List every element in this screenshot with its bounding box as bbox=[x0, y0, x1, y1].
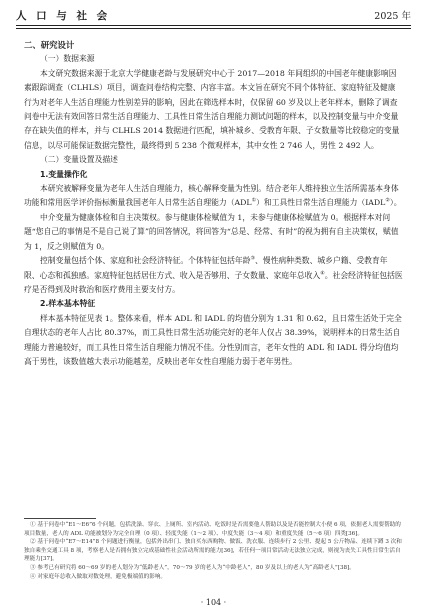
footnote-3: ③ 参考已有研究将 60～69 岁的老人划分为“低龄老人”，70～79 岁的老人为“中龄老人”，80 岁及以上的老人为“高龄老人”[38]。 bbox=[30, 564, 355, 571]
footnotes bbox=[24, 521, 403, 581]
paragraph-dependent-variable: 本研究被解释变量为老年人生活自理能力，核心解释变量为性别。结合老年人维持独立生活所需基本身体功能和常用医学评价指标衡量我国老年人日常生活自理能力（ADL①）和工具性日常生活自理能力（IADL②）。 bbox=[24, 184, 402, 208]
section-heading: 二、研究设计 bbox=[24, 40, 75, 50]
footnote-ref-1[interactable]: ① bbox=[251, 197, 257, 204]
running-header bbox=[16, 8, 411, 24]
footnote-ref-2[interactable]: ② bbox=[385, 197, 390, 204]
article-body bbox=[24, 38, 403, 369]
paragraph-mediator-variables: 中介变量为健康体检和自主决策权。参与健康体检赋值为 1，未参与健康体检赋值为 0。根据样本对问题“您自己的事情是不是自己说了算”的回答情况，将回答为“总是、经常、有时”的视为拥有自主决策权，赋值为 1，反之则赋值为 0。 bbox=[24, 212, 399, 251]
footnote-2: ② 基于问卷中“E7～E14”8 个问题进行衡量，包括外出串门、独自买东西购物、做饭、洗衣服、连续步行 2 公里、提起 5 公斤物品、连续下蹲 3 次和独自乘坐交通工具 8 项，考察老人是否拥有独立完成基础性社会活动所需的能力[36]，若任何一项目常活动无法独立完成，则视为丧失工具性日常生活自理能力[37]。 bbox=[24, 539, 402, 563]
footnote-ref-4[interactable]: ④ bbox=[320, 269, 325, 276]
item-heading-operationalization: 1.变量操作化 bbox=[40, 169, 88, 179]
paragraph-control-variables: 控制变量包括个体、家庭和社会经济特征。个体特征包括年龄③、慢性病种类数、城乡户籍、受教育年限、心态和孤独感。家庭特征包括居住方式、收入是否够用、子女数量、家庭年总收入④。社会经济特征包括医疗是否得到及时救治和医疗费用主要支付方。 bbox=[24, 255, 403, 294]
header-rule-thick bbox=[16, 25, 411, 26]
subsection-heading-variables: （二）变量设置及描述 bbox=[40, 155, 118, 165]
header-rule-thin bbox=[16, 28, 411, 29]
paragraph-sample-characteristics: 样本基本特征见表 1。整体来看，样本 ADL 和 IADL 的均值分别为 1.31 和 0.62，且日常生活处于完全自理状态的老年人占比 80.37%，而工具性日常生活功能完好的老年人仅占 38.39%，说明样本的日常生活自理能力普遍较好，而工具性日常生活自理能力情况不佳。分性别而言，老年女性的 ADL 和 IADL 得分均值均高于男性，该数值越大表示功能越差，反映出老年女性自理能力弱于老年男性。 bbox=[24, 313, 402, 366]
footnote-4: ④ 对家庭年总收入做取对数处理，避免极端值的影响。 bbox=[30, 573, 167, 580]
item-heading-sample-characteristics: 2.样本基本特征 bbox=[40, 299, 96, 309]
page-number: · 104 · bbox=[200, 598, 227, 607]
paragraph-data-source: 本文研究数据来源于北京大学健康老龄与发展研究中心于 2017—2018 年间组织的中国老年健康影响因素跟踪调查（CLHLS）项目，调查问卷结构完整、内容丰富。本文旨在研究不同个体特征、家庭特征及健康行为对老年人生活自理能力性别差异的影响，因此在筛选样本时，仅保留 60 岁及以上老年样本，删除了调查问卷中无法有效回答日常生活自理能力、工具性日常生活自理能力测试问题的样本，以及控制变量与中介变量存在缺失值的样本，并与 CLHLS 2014 数据进行匹配，填补城乡、受教育年限、子女数量等比较稳定的变量信息，以尽可能保证数据完整性，最终得到 5 238 个微观样本，其中女性 2 746 人，男性 2 492 人。 bbox=[24, 68, 400, 150]
journal-title: 人 口 与 社 会 bbox=[16, 10, 111, 22]
subsection-heading-data-source: （一）数据来源 bbox=[40, 54, 95, 64]
footnote-1: ① 基于问卷中“E1～E6”6 个问题，包括洗澡、穿衣、上厕所、室内活动、吃饭时是否需要他人帮助以及是否能控制大小便 6 项，依据老人需要帮助的项目数量，老人的 ADL 功能被划分为完全自理（0 项）、轻度失能（1～2 项）、中度失能（3～4 项）和重度失能（5～6 项）四类[36]。 bbox=[24, 522, 401, 537]
footnote-ref-3[interactable]: ③ bbox=[250, 255, 255, 262]
issue-year: 2025 年 bbox=[374, 11, 411, 22]
footnote-divider bbox=[24, 518, 96, 519]
